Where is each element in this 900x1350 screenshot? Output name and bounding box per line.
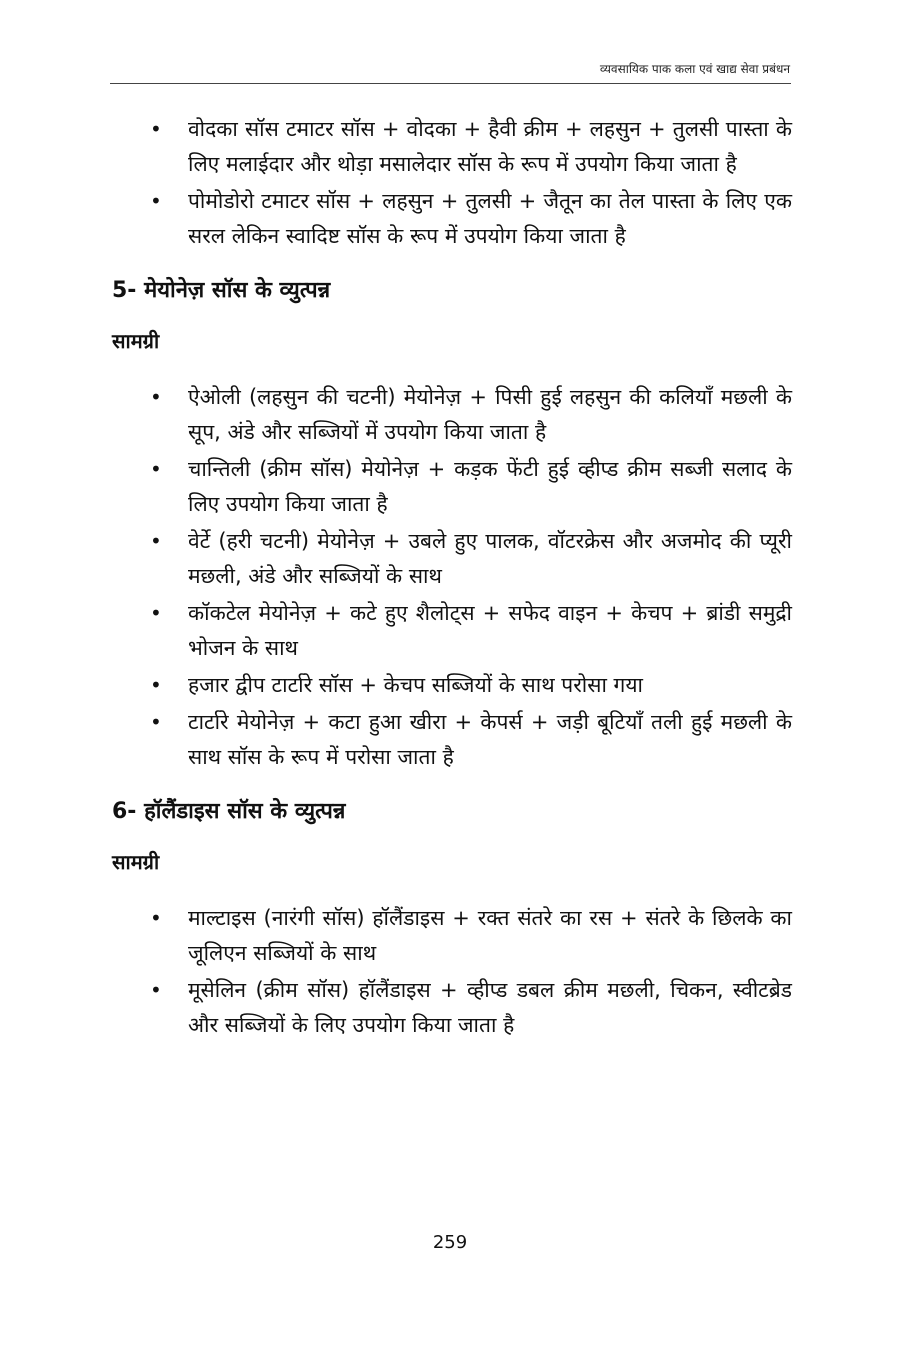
bullet-icon: •	[150, 117, 162, 141]
section-heading-hollandaise: 6- हॉलैंडाइस सॉस के व्युत्पन्न	[112, 799, 346, 824]
spacer	[112, 879, 792, 901]
list-item	[112, 596, 792, 666]
list-item-text: चान्तिली (क्रीम सॉस) मेयोनेज़ + कड़क फेंटी हुई व्हीप्ड क्रीम सब्जी सलाद के लिए उपयोग किया जाता है	[188, 457, 792, 516]
bullet-icon: •	[150, 457, 162, 481]
mayonnaise-list	[112, 380, 792, 775]
section-heading-mayonnaise: 5- मेयोनेज़ सॉस के व्युत्पन्न	[112, 278, 331, 303]
bullet-icon: •	[150, 710, 162, 734]
subheading-ingredients: सामग्री	[112, 850, 160, 874]
list-item	[112, 705, 792, 775]
spacer	[112, 358, 792, 380]
bullet-icon: •	[150, 189, 162, 213]
list-item	[112, 452, 792, 522]
header-rule	[110, 83, 791, 84]
running-header: व्यवसायिक पाक कला एवं खाद्य सेवा प्रबंधन	[599, 62, 790, 76]
list-item	[112, 112, 792, 182]
hollandaise-list	[112, 901, 792, 1043]
list-item-text: वोदका सॉस टमाटर सॉस + वोदका + हैवी क्रीम + लहसुन + तुलसी पास्ता के लिए मलाईदार और थोड़ा मसालेदार सॉस के रूप में उपयोग किया जाता है	[188, 117, 792, 176]
bullet-icon: •	[150, 529, 162, 553]
list-item	[112, 524, 792, 594]
list-item	[112, 901, 792, 971]
bullet-icon: •	[150, 906, 162, 930]
list-item	[112, 380, 792, 450]
list-item-text: वेर्टे (हरी चटनी) मेयोनेज़ + उबले हुए पालक, वॉटरक्रेस और अजमोद की प्यूरी मछली, अंडे और सब्जियों के साथ	[188, 529, 792, 588]
list-item-text: हजार द्वीप टार्टारे सॉस + केचप सब्जियों के साथ परोसा गया	[188, 673, 643, 697]
list-item-text: ऐओली (लहसुन की चटनी) मेयोनेज़ + पिसी हुई लहसुन की कलियाँ मछली के सूप, अंडे और सब्जियों में उपयोग किया जाता है	[188, 385, 792, 444]
page-number: 259	[432, 1232, 468, 1253]
bullet-icon: •	[150, 978, 162, 1002]
list-item	[112, 184, 792, 254]
list-item	[112, 973, 792, 1043]
list-item-text: पोमोडोरो टमाटर सॉस + लहसुन + तुलसी + जैतून का तेल पास्ता के लिए एक सरल लेकिन स्वादिष्ट सॉस के रूप में उपयोग किया जाता है	[188, 189, 792, 248]
page-content	[112, 112, 792, 1045]
list-item-text: माल्टाइस (नारंगी सॉस) हॉलैंडाइस + रक्त संतरे का रस + संतरे के छिलके का जूलिएन सब्जियों के साथ	[188, 906, 792, 965]
list-item	[112, 668, 792, 703]
list-item-text: मूसेलिन (क्रीम सॉस) हॉलैंडाइस + व्हीप्ड डबल क्रीम मछली, चिकन, स्वीटब्रेड और सब्जियों के लिए उपयोग किया जाता है	[188, 978, 792, 1037]
bullet-icon: •	[150, 385, 162, 409]
subheading-ingredients: सामग्री	[112, 329, 160, 353]
list-item-text: कॉकटेल मेयोनेज़ + कटे हुए शैलोट्स + सफेद वाइन + केचप + ब्रांडी समुद्री भोजन के साथ	[188, 601, 792, 660]
bullet-icon: •	[150, 673, 162, 697]
bullet-icon: •	[150, 601, 162, 625]
intro-list	[112, 112, 792, 254]
list-item-text: टार्टारे मेयोनेज़ + कटा हुआ खीरा + केपर्स + जड़ी बूटियाँ तली हुई मछली के साथ सॉस के रूप में परोसा जाता है	[188, 710, 792, 769]
